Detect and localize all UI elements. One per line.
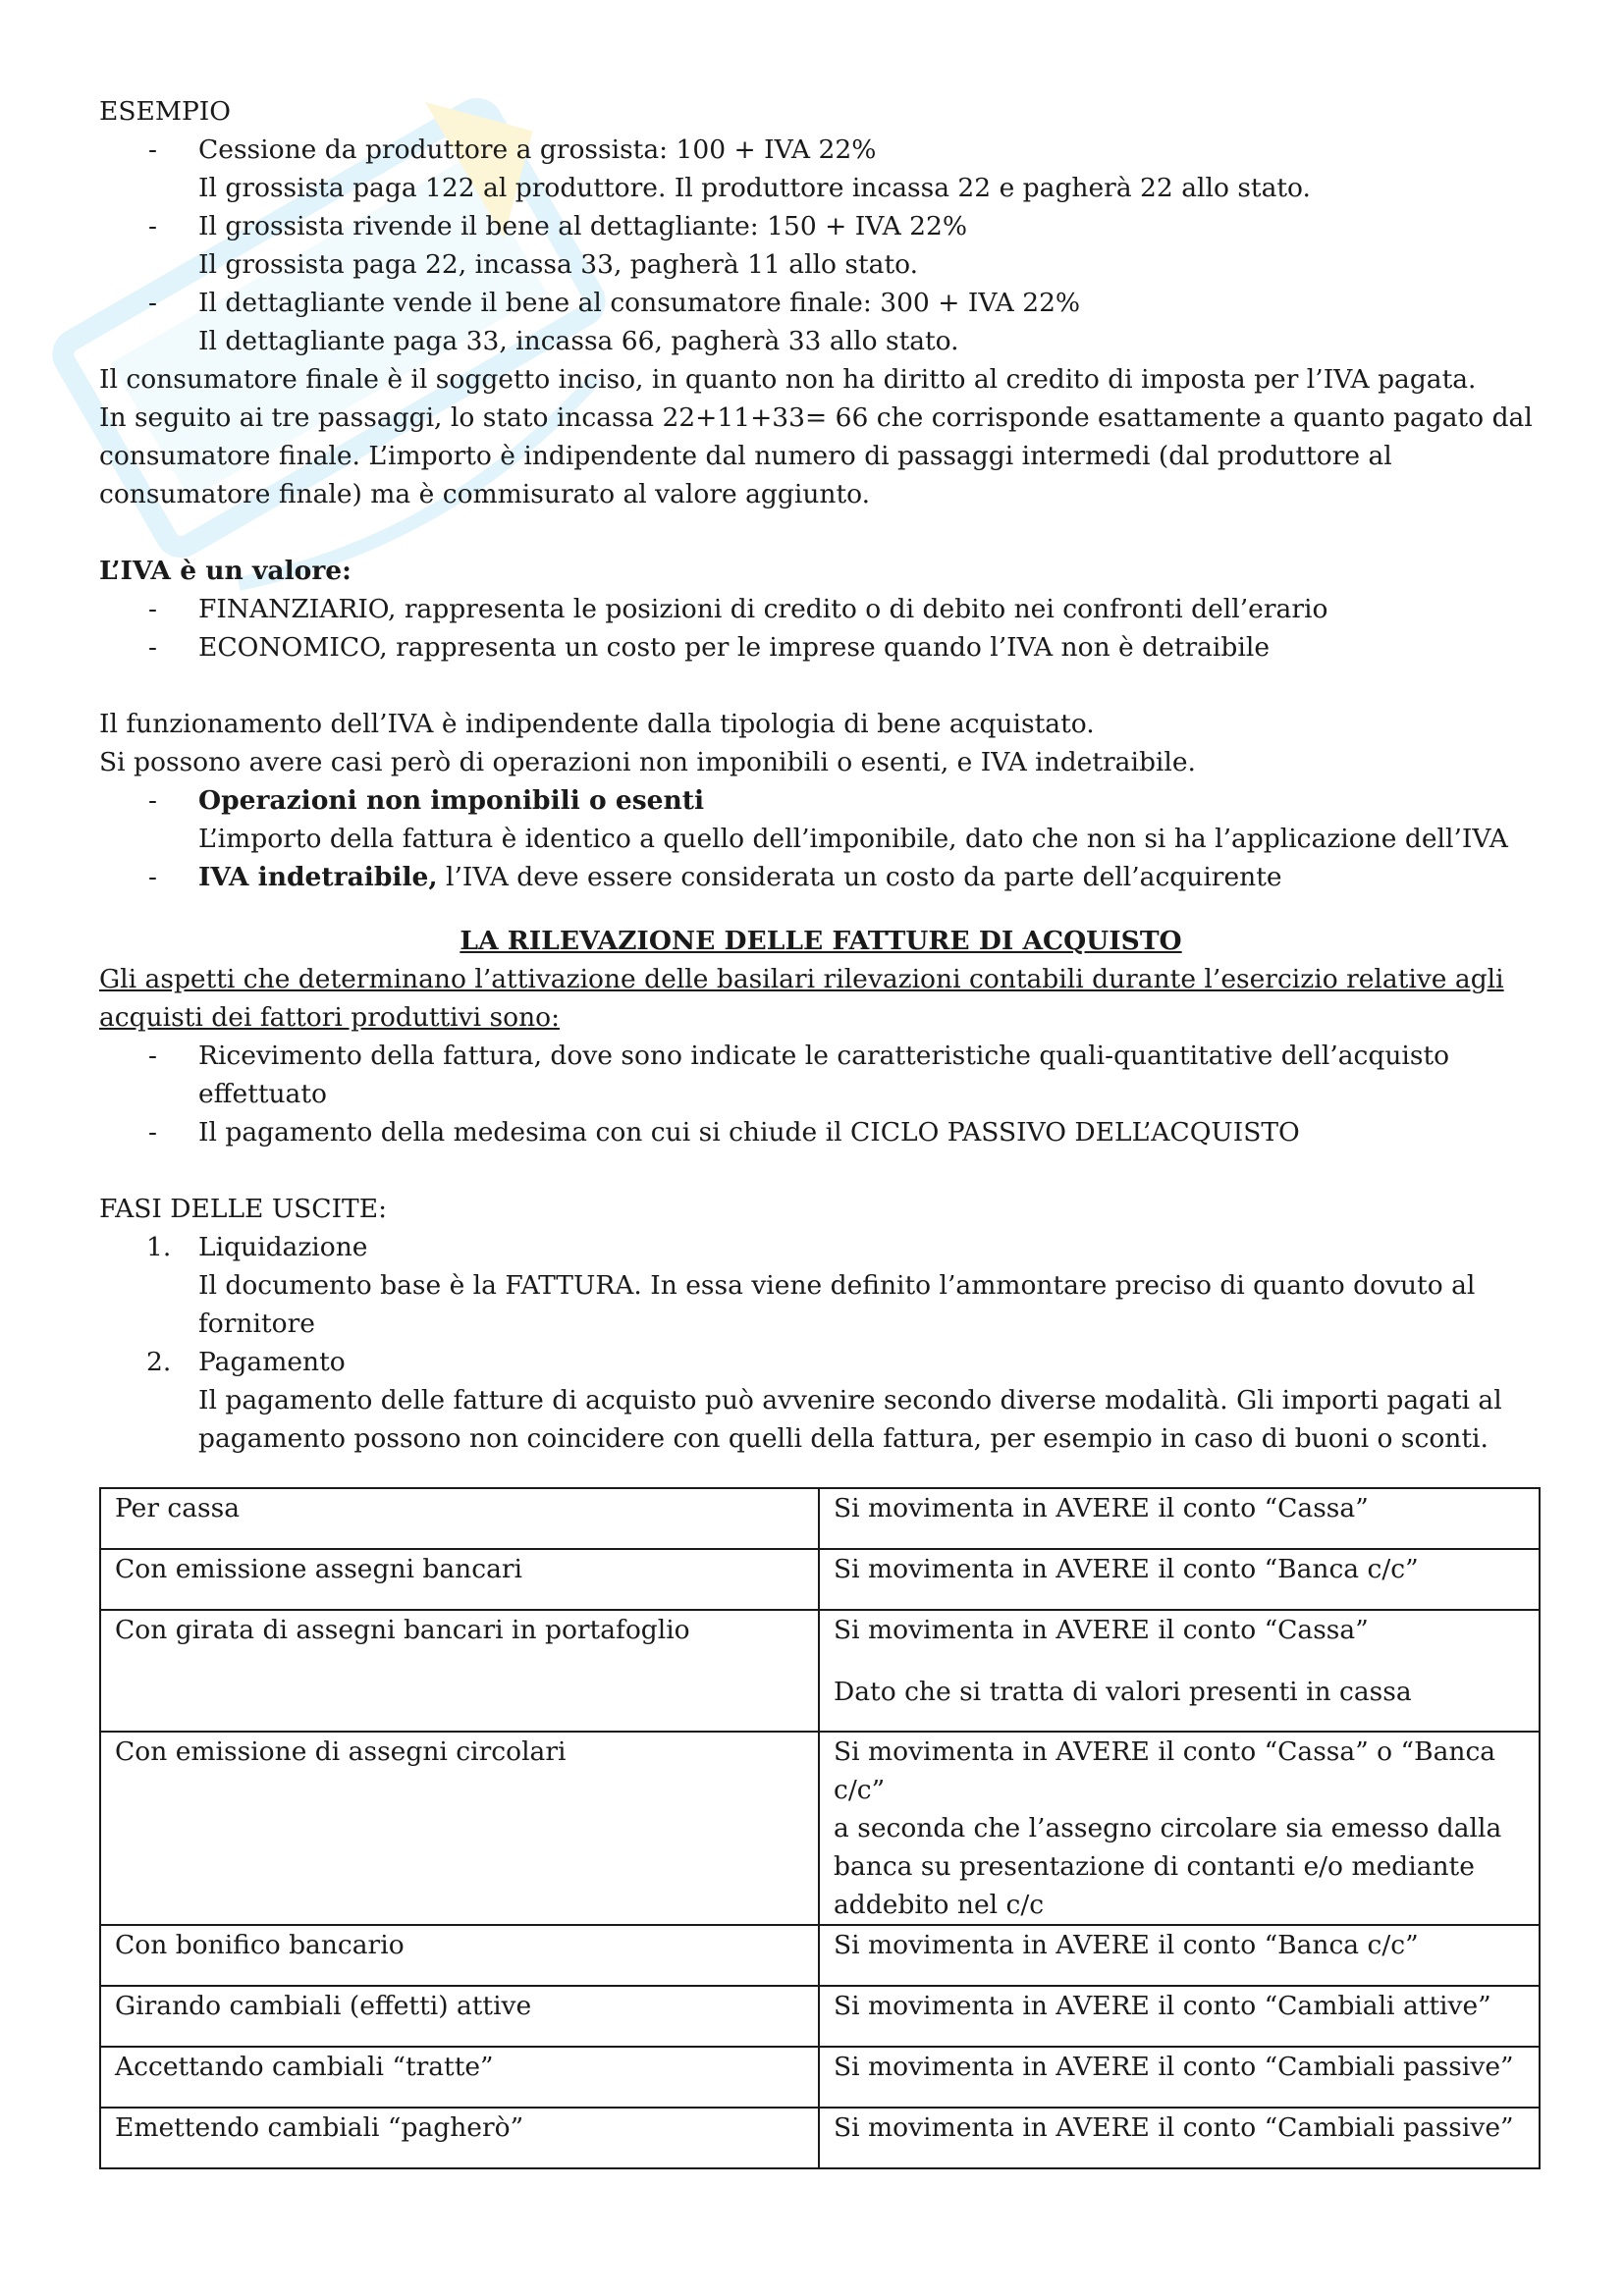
table-row	[100, 1610, 1540, 1732]
paragraph-line: In seguito ai tre passaggi, lo stato incassa 22+11+33= 66 che corrisponde esattamente a quanto pagato dal	[99, 402, 1533, 433]
table-cell: Per cassa	[100, 1488, 819, 1549]
esempio-heading: ESEMPIO	[99, 96, 232, 127]
table-row	[100, 1986, 1540, 2047]
fasi-list	[99, 1228, 1543, 1458]
table-cell: Accettando cambiali “tratte”	[100, 2047, 819, 2108]
table-row	[100, 1732, 1540, 1925]
fasi-heading: FASI DELLE USCITE:	[99, 1194, 388, 1224]
list-item: - Il grossista rivende il bene al dettagliante: 150 + IVA 22% Il grossista paga 22, incassa 33, pagherà 11 allo stato.	[148, 211, 968, 280]
valore-list	[99, 590, 1543, 667]
list-item: 2. Pagamento Il pagamento delle fatture di acquisto può avvenire secondo diverse modalità. Gli importi pagati al pagamento possono non coincidere con quelli della fattura, per esempio in caso di buoni o sconti.	[146, 1347, 1502, 1454]
paragraph-line: consumatore finale. L’importo è indipendente dal numero di passaggi intermedi (dal produttore al	[99, 441, 1392, 471]
table-cell: Si movimenta in AVERE il conto “Cassa”	[819, 1488, 1540, 1549]
list-item: - Ricevimento della fattura, dove sono indicate le caratteristiche quali-quantitative dell’acquisto effettuato	[148, 1041, 1450, 1109]
table-row	[100, 1925, 1540, 1986]
table-cell: Si movimenta in AVERE il conto “Banca c/c”	[819, 1925, 1540, 1986]
list-item: - ECONOMICO, rappresenta un costo per le imprese quando l’IVA non è detraibile	[148, 632, 1271, 663]
table-row	[100, 2108, 1540, 2168]
section-title: LA RILEVAZIONE DELLE FATTURE DI ACQUISTO	[460, 926, 1182, 956]
rilevazione-list	[99, 1037, 1543, 1151]
list-item: 1. Liquidazione Il documento base è la FATTURA. In essa viene definito l’ammontare preciso di quanto dovuto al fornitore	[146, 1232, 1476, 1339]
intro-line: acquisti dei fattori produttivi sono:	[99, 1002, 561, 1033]
table-row	[100, 1488, 1540, 1549]
table-row	[100, 2047, 1540, 2108]
table-cell: Si movimenta in AVERE il conto “Cambiali passive”	[819, 2047, 1540, 2108]
table-cell: Si movimenta in AVERE il conto “Cambiali attive”	[819, 1986, 1540, 2047]
paragraph-line: Si possono avere casi però di operazioni non imponibili o esenti, e IVA indetraibile.	[99, 747, 1196, 777]
document-page	[99, 92, 1543, 2169]
list-item: - Operazioni non imponibili o esenti L’importo della fattura è identico a quello dell’imponibile, dato che non si ha l’applicazione dell’IVA	[148, 785, 1508, 854]
table-cell: Si movimenta in AVERE il conto “Banca c/c”	[819, 1549, 1540, 1610]
list-item: - IVA indetraibile, l’IVA deve essere considerata un costo da parte dell’acquirente	[148, 862, 1282, 892]
intro-line: Gli aspetti che determinano l’attivazione delle basilari rilevazioni contabili durante l’esercizio relative agli	[99, 964, 1504, 994]
table-cell: Con emissione assegni bancari	[100, 1549, 819, 1610]
list-item: - Cessione da produttore a grossista: 100 + IVA 22% Il grossista paga 122 al produttore. Il produttore incassa 22 e pagherà 22 allo stato.	[148, 134, 1311, 203]
paragraph-line: Il funzionamento dell’IVA è indipendente dalla tipologia di bene acquistato.	[99, 709, 1095, 739]
list-item: - Il pagamento della medesima con cui si chiude il CICLO PASSIVO DELL’ACQUISTO	[148, 1117, 1300, 1148]
list-item: - Il dettagliante vende il bene al consumatore finale: 300 + IVA 22% Il dettagliante paga 33, incassa 66, pagherà 33 allo stato.	[148, 288, 1081, 356]
list-item: - FINANZIARIO, rappresenta le posizioni di credito o di debito nei confronti dell’erario	[148, 594, 1328, 624]
table-cell: Si movimenta in AVERE il conto “Cassa” o “Banca c/c” a seconda che l’assegno circolare sia emesso dalla banca su presentazione di contanti e/o mediante addebito nel c/c	[819, 1732, 1540, 1925]
table-cell: Si movimenta in AVERE il conto “Cassa” Dato che si tratta di valori presenti in cassa	[819, 1610, 1540, 1732]
paragraph-line: consumatore finale) ma è commisurato al valore aggiunto.	[99, 479, 871, 509]
table-cell: Emettendo cambiali “pagherò”	[100, 2108, 819, 2168]
table-cell: Con bonifico bancario	[100, 1925, 819, 1986]
table-row	[100, 1549, 1540, 1610]
table-cell: Si movimenta in AVERE il conto “Cambiali passive”	[819, 2108, 1540, 2168]
table-cell: Con emissione di assegni circolari	[100, 1732, 819, 1925]
valore-heading: L’IVA è un valore:	[99, 556, 352, 586]
paragraph-line: Il consumatore finale è il soggetto inciso, in quanto non ha diritto al credito di imposta per l’IVA pagata.	[99, 364, 1477, 395]
esempio-list	[99, 131, 1543, 360]
funzionamento-list	[99, 781, 1543, 896]
table-cell: Girando cambiali (effetti) attive	[100, 1986, 819, 2047]
payment-table	[99, 1487, 1541, 2169]
table-cell: Con girata di assegni bancari in portafoglio	[100, 1610, 819, 1732]
